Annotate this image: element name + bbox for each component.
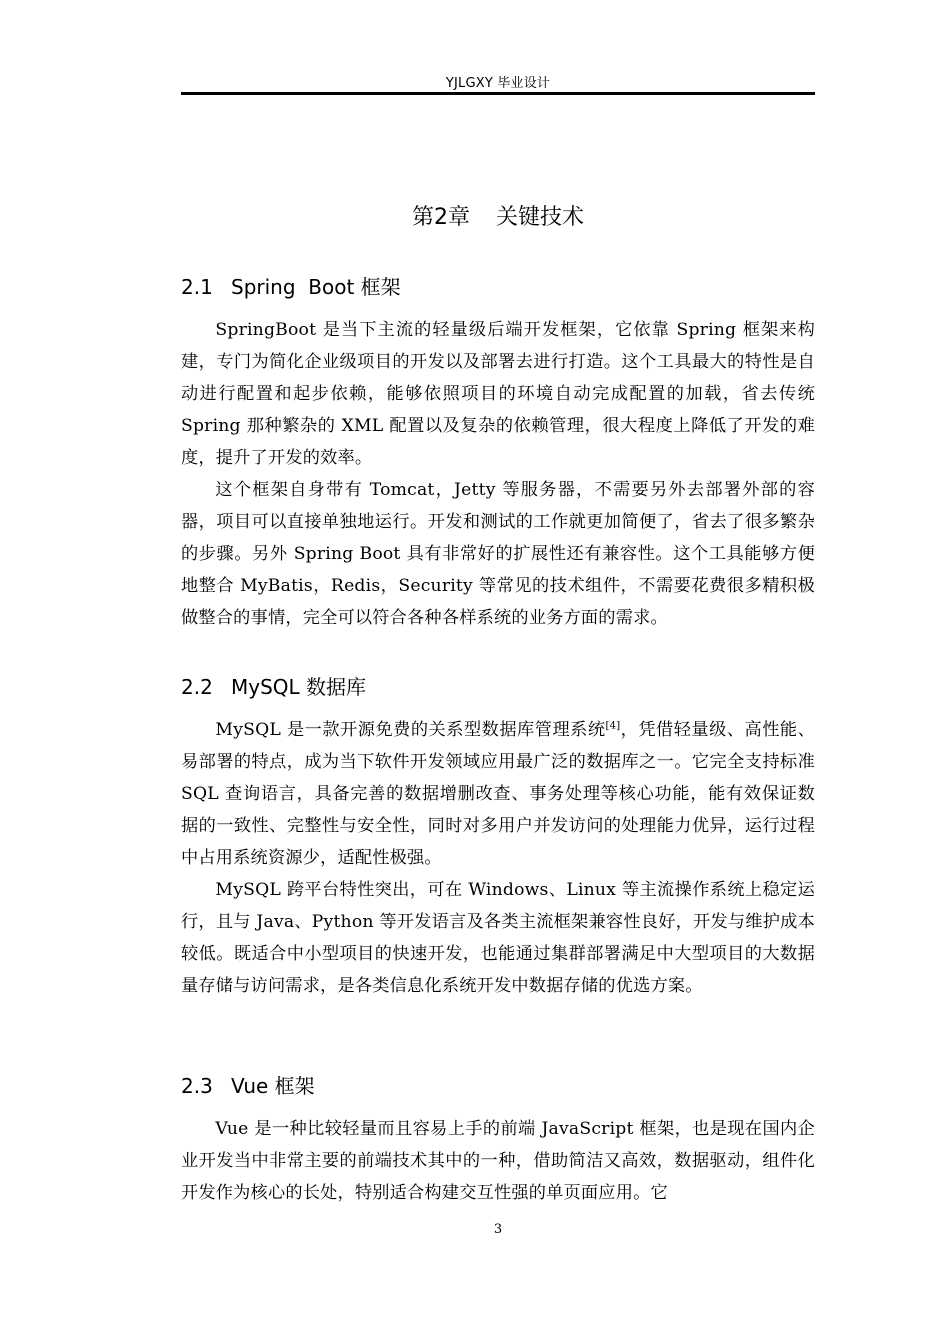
paragraph-text: MySQL 是一款开源免费的关系型数据库管理系统 bbox=[215, 720, 606, 740]
paragraph bbox=[181, 714, 815, 874]
section-number: 2.1 bbox=[181, 275, 213, 299]
citation-link[interactable]: [4] bbox=[605, 720, 621, 732]
paragraph: 这个框架自身带有 Tomcat，Jetty 等服务器，不需要另外去部署外部的容器，项目可以直接单独地运行。开发和测试的工作就更加简便了，省去了很多繁杂的步骤。另外 Spring Boot 具有非常好的扩展性还有兼容性。这个工具能够方便地整合 MyBatis，Redis，Security 等常见的技术组件，不需要花费很多精积极做整合的事情，完全可以符合各种各样系统的业务方面的需求。 bbox=[181, 480, 815, 628]
document-page bbox=[181, 0, 815, 1344]
header-rule bbox=[181, 92, 815, 95]
section-2-1 bbox=[181, 272, 815, 634]
section-heading bbox=[181, 272, 815, 302]
page-number: 3 bbox=[493, 1222, 503, 1237]
chapter-title bbox=[181, 200, 815, 231]
section-number: 2.3 bbox=[181, 1074, 213, 1098]
section-2-2 bbox=[181, 672, 815, 1002]
section-heading bbox=[181, 672, 815, 702]
section-title: MySQL 数据库 bbox=[231, 675, 367, 699]
section-number: 2.2 bbox=[181, 675, 213, 699]
section-title: Spring Boot 框架 bbox=[231, 275, 401, 299]
paragraph: SpringBoot 是当下主流的轻量级后端开发框架，它依靠 Spring 框架来构建，专门为简化企业级项目的开发以及部署去进行打造。这个工具最大的特性是自动进行配置和起步依赖，能够依照项目的环境自动完成配置的加载，省去传统 Spring 那种繁杂的 XML 配置以及复杂的依赖管理，很大程度上降低了开发的难度，提升了开发的效率。 bbox=[181, 320, 815, 468]
paragraph: Vue 是一种比较轻量而且容易上手的前端 JavaScript 框架，也是现在国内企业开发当中非常主要的前端技术其中的一种，借助简洁又高效，数据驱动，组件化开发作为核心的长处，特别适合构建交互性强的单页面应用。它 bbox=[181, 1119, 815, 1203]
chapter-number: 第2章 bbox=[411, 205, 470, 230]
running-header: YJLGXY 毕业设计 bbox=[445, 76, 551, 91]
paragraph: MySQL 跨平台特性突出，可在 Windows、Linux 等主流操作系统上稳定运行，且与 Java、Python 等开发语言及各类主流框架兼容性良好，开发与维护成本较低。既适合中小型项目的快速开发，也能通过集群部署满足中大型项目的大数据量存储与访问需求，是各类信息化系统开发中数据存储的优选方案。 bbox=[181, 880, 815, 996]
section-title: Vue 框架 bbox=[231, 1074, 315, 1098]
paragraph-text: ，凭借轻量级、高性能、易部署的特点，成为当下软件开发领域应用最广泛的数据库之一。它完全支持标准 SQL 查询语言，具备完善的数据增删改查、事务处理等核心功能，能有效保证数据的一致性、完整性与安全性，同时对多用户并发访问的处理能力优异，运行过程中占用系统资源少，适配性极强。 bbox=[181, 720, 816, 868]
section-heading bbox=[181, 1071, 815, 1101]
section-2-3 bbox=[181, 1071, 815, 1209]
chapter-name: 关键技术 bbox=[495, 205, 584, 230]
